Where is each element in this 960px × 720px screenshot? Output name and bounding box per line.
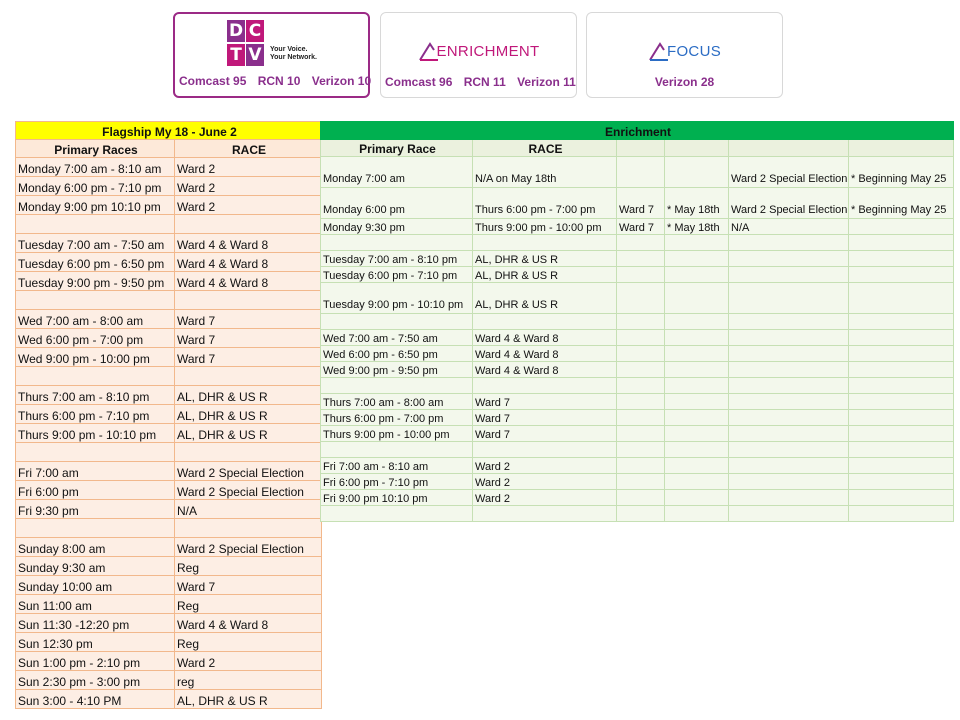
column-header xyxy=(665,140,729,157)
table-cell xyxy=(175,443,322,462)
table-cell: Sun 3:00 - 4:10 PM xyxy=(16,690,175,709)
table-cell xyxy=(729,426,849,442)
table-cell xyxy=(175,291,322,310)
focus-logo xyxy=(587,41,782,63)
table-cell xyxy=(729,506,849,522)
table-cell xyxy=(849,490,954,506)
table-cell: Sunday 10:00 am xyxy=(16,576,175,595)
table-cell: Tuesday 9:00 pm - 9:50 pm xyxy=(16,272,175,291)
table-cell xyxy=(617,362,665,378)
enrichment-logo-card[interactable] xyxy=(380,12,577,98)
table-cell xyxy=(849,442,954,458)
table-row xyxy=(16,462,322,481)
table-cell xyxy=(617,394,665,410)
table-cell xyxy=(665,410,729,426)
table-cell xyxy=(665,346,729,362)
table-cell: Ward 2 xyxy=(175,652,322,671)
table-cell xyxy=(665,378,729,394)
table-cell: Ward 4 & Ward 8 xyxy=(473,362,617,378)
table-cell xyxy=(321,314,473,330)
table-row xyxy=(321,251,954,267)
table-cell: Ward 7 xyxy=(175,329,322,348)
table-row xyxy=(321,314,954,330)
table-cell: Ward 2 Special Election xyxy=(175,481,322,500)
table-cell: Tuesday 6:00 pm - 7:10 pm xyxy=(321,267,473,283)
table-row xyxy=(16,519,322,538)
table-cell xyxy=(729,283,849,314)
table-cell: Monday 6:00 pm xyxy=(321,188,473,219)
table-cell: Ward 2 Special Election xyxy=(175,462,322,481)
table-row xyxy=(16,690,322,709)
table-cell: Ward 7 xyxy=(617,219,665,235)
table-cell: Tuesday 7:00 am - 8:10 pm xyxy=(321,251,473,267)
table-cell: Wed 9:00 pm - 10:00 pm xyxy=(16,348,175,367)
table-cell xyxy=(665,426,729,442)
table-row xyxy=(16,291,322,310)
column-header xyxy=(617,140,665,157)
table-row xyxy=(16,557,322,576)
table-cell xyxy=(665,394,729,410)
enrichment-title: Enrichment xyxy=(321,122,954,140)
dctv-letter: T xyxy=(227,44,245,66)
table-row xyxy=(321,410,954,426)
column-header: Primary Race xyxy=(321,140,473,157)
table-cell: Ward 2 xyxy=(175,158,322,177)
table-cell: Wed 9:00 pm - 9:50 pm xyxy=(321,362,473,378)
table-cell xyxy=(16,215,175,234)
table-row xyxy=(16,424,322,443)
table-row xyxy=(16,215,322,234)
table-cell xyxy=(617,474,665,490)
table-cell xyxy=(16,291,175,310)
table-row xyxy=(321,157,954,188)
table-cell xyxy=(849,394,954,410)
table-cell xyxy=(849,330,954,346)
table-cell xyxy=(729,330,849,346)
table-cell: Monday 9:00 pm 10:10 pm xyxy=(16,196,175,215)
table-cell: Thurs 7:00 am - 8:10 pm xyxy=(16,386,175,405)
table-cell xyxy=(665,157,729,188)
table-cell: Sunday 8:00 am xyxy=(16,538,175,557)
table-cell: Monday 9:30 pm xyxy=(321,219,473,235)
table-cell: Sunday 9:30 am xyxy=(16,557,175,576)
table-row xyxy=(16,272,322,291)
table-cell xyxy=(849,346,954,362)
table-cell xyxy=(175,367,322,386)
table-row xyxy=(16,443,322,462)
table-cell: * May 18th xyxy=(665,219,729,235)
table-cell: N/A xyxy=(729,219,849,235)
table-row xyxy=(321,219,954,235)
table-cell xyxy=(849,235,954,251)
channel-label: Comcast 96 xyxy=(385,75,453,89)
table-cell xyxy=(617,426,665,442)
table-cell xyxy=(321,235,473,251)
table-cell xyxy=(665,283,729,314)
table-cell xyxy=(849,506,954,522)
table-row xyxy=(321,267,954,283)
enrichment-logo xyxy=(381,41,576,63)
table-cell xyxy=(617,506,665,522)
table-row xyxy=(321,188,954,219)
tagline-line: Your Network. xyxy=(270,54,317,61)
table-row xyxy=(321,235,954,251)
table-row xyxy=(321,283,954,314)
table-cell: Ward 2 xyxy=(473,458,617,474)
table-cell: Thurs 7:00 am - 8:00 am xyxy=(321,394,473,410)
table-cell xyxy=(729,458,849,474)
table-cell: AL, DHR & US R xyxy=(175,386,322,405)
table-cell xyxy=(665,458,729,474)
table-cell xyxy=(729,410,849,426)
table-cell: Ward 7 xyxy=(175,310,322,329)
dctv-letter: V xyxy=(246,44,264,66)
table-cell xyxy=(617,410,665,426)
dctv-letter: C xyxy=(246,20,264,42)
table-cell xyxy=(729,362,849,378)
table-cell xyxy=(729,490,849,506)
table-row xyxy=(321,394,954,410)
table-row xyxy=(321,346,954,362)
table-cell: Thurs 6:00 pm - 7:10 pm xyxy=(16,405,175,424)
table-cell: N/A on May 18th xyxy=(473,157,617,188)
table-row xyxy=(16,614,322,633)
focus-logo-card[interactable] xyxy=(586,12,783,98)
table-cell xyxy=(729,474,849,490)
table-row xyxy=(16,367,322,386)
table-cell xyxy=(729,267,849,283)
column-header: RACE xyxy=(473,140,617,157)
table-cell xyxy=(617,267,665,283)
table-row xyxy=(16,329,322,348)
table-row xyxy=(321,442,954,458)
dctv-tagline xyxy=(270,46,317,62)
table-cell xyxy=(617,330,665,346)
table-cell: Fri 6:00 pm - 7:10 pm xyxy=(321,474,473,490)
table-cell: Thurs 9:00 pm - 10:00 pm xyxy=(473,219,617,235)
table-cell: N/A xyxy=(175,500,322,519)
table-cell xyxy=(175,519,322,538)
table-cell: Sun 12:30 pm xyxy=(16,633,175,652)
table-cell xyxy=(473,235,617,251)
table-cell xyxy=(617,490,665,506)
channel-label: RCN 10 xyxy=(257,74,301,88)
table-cell: Wed 6:00 pm - 7:00 pm xyxy=(16,329,175,348)
table-row xyxy=(16,538,322,557)
tagline-line: Your Voice. xyxy=(270,46,308,53)
table-cell xyxy=(665,490,729,506)
table-cell: Ward 7 xyxy=(473,426,617,442)
table-cell: Tuesday 7:00 am - 7:50 am xyxy=(16,234,175,253)
table-cell xyxy=(321,378,473,394)
table-cell xyxy=(473,442,617,458)
table-cell xyxy=(665,330,729,346)
column-header: Primary Races xyxy=(16,140,175,158)
table-row xyxy=(16,633,322,652)
table-cell: Ward 2 xyxy=(473,490,617,506)
table-cell: Fri 9:00 pm 10:10 pm xyxy=(321,490,473,506)
table-cell xyxy=(849,410,954,426)
column-header xyxy=(729,140,849,157)
table-cell: Thurs 9:00 pm - 10:00 pm xyxy=(321,426,473,442)
table-cell xyxy=(617,378,665,394)
table-cell: Ward 4 & Ward 8 xyxy=(175,614,322,633)
table-cell: Ward 4 & Ward 8 xyxy=(175,234,322,253)
table-row xyxy=(321,474,954,490)
table-row xyxy=(16,386,322,405)
table-cell xyxy=(16,519,175,538)
table-cell: Sun 1:00 pm - 2:10 pm xyxy=(16,652,175,671)
table-cell xyxy=(849,458,954,474)
table-cell xyxy=(849,251,954,267)
table-cell: Fri 7:00 am - 8:10 am xyxy=(321,458,473,474)
table-cell xyxy=(729,378,849,394)
table-cell: Thurs 9:00 pm - 10:10 pm xyxy=(16,424,175,443)
flagship-title: Flagship My 18 - June 2 xyxy=(16,122,322,140)
focus-channels xyxy=(587,75,782,89)
enrichment-channels xyxy=(381,75,576,89)
dctv-channels xyxy=(175,74,372,88)
table-cell: Sun 2:30 pm - 3:00 pm xyxy=(16,671,175,690)
channel-label: Verizon 11 xyxy=(517,75,576,89)
table-cell xyxy=(849,426,954,442)
table-row xyxy=(16,481,322,500)
table-cell: Ward 2 Special Election xyxy=(729,157,849,188)
table-cell xyxy=(849,362,954,378)
table-row xyxy=(16,576,322,595)
table-cell: Fri 7:00 am xyxy=(16,462,175,481)
table-cell xyxy=(175,215,322,234)
table-row xyxy=(16,652,322,671)
dctv-letter: D xyxy=(228,21,244,41)
table-cell xyxy=(849,474,954,490)
table-cell: AL, DHR & US R xyxy=(473,267,617,283)
table-cell: Ward 7 xyxy=(473,394,617,410)
table-cell: Ward 7 xyxy=(175,348,322,367)
table-row xyxy=(16,234,322,253)
focus-wordmark: FOCUS xyxy=(667,42,721,60)
table-cell xyxy=(665,314,729,330)
table-cell xyxy=(617,235,665,251)
table-cell xyxy=(473,314,617,330)
table-cell: Reg xyxy=(175,595,322,614)
channel-label: Verizon 10 xyxy=(311,74,372,88)
channel-label: Verizon 28 xyxy=(654,75,715,89)
table-cell xyxy=(617,346,665,362)
table-cell xyxy=(665,474,729,490)
table-cell: Thurs 6:00 pm - 7:00 pm xyxy=(473,188,617,219)
table-cell: * Beginning May 25 xyxy=(849,157,954,188)
column-header xyxy=(849,140,954,157)
table-cell: AL, DHR & US R xyxy=(175,424,322,443)
table-cell xyxy=(473,378,617,394)
table-cell: Wed 6:00 pm - 6:50 pm xyxy=(321,346,473,362)
table-cell: AL, DHR & US R xyxy=(473,283,617,314)
table-cell xyxy=(321,442,473,458)
channel-label: Comcast 95 xyxy=(179,74,247,88)
table-cell: Ward 2 xyxy=(175,177,322,196)
table-cell: Ward 4 & Ward 8 xyxy=(175,253,322,272)
table-cell xyxy=(665,251,729,267)
table-cell: Wed 7:00 am - 7:50 am xyxy=(321,330,473,346)
table-row xyxy=(16,671,322,690)
table-cell xyxy=(617,283,665,314)
table-row xyxy=(16,595,322,614)
table-cell: * Beginning May 25 xyxy=(849,188,954,219)
table-row xyxy=(321,426,954,442)
table-cell: Ward 4 & Ward 8 xyxy=(473,346,617,362)
flagship-schedule-table xyxy=(15,121,322,709)
enrichment-wordmark: ENRICHMENT xyxy=(436,42,540,60)
table-row xyxy=(16,310,322,329)
table-cell xyxy=(16,367,175,386)
table-cell xyxy=(729,251,849,267)
table-cell: Tuesday 9:00 pm - 10:10 pm xyxy=(321,283,473,314)
table-cell xyxy=(849,219,954,235)
table-cell: Ward 4 & Ward 8 xyxy=(175,272,322,291)
table-cell: Ward 7 xyxy=(617,188,665,219)
table-cell xyxy=(849,314,954,330)
dctv-logo-card[interactable] xyxy=(173,12,370,98)
table-cell: Fri 9:30 pm xyxy=(16,500,175,519)
enrichment-schedule-table xyxy=(320,121,954,522)
table-row xyxy=(16,158,322,177)
table-cell xyxy=(729,442,849,458)
table-row xyxy=(321,378,954,394)
table-cell xyxy=(617,251,665,267)
table-cell xyxy=(729,235,849,251)
table-row xyxy=(16,405,322,424)
table-cell xyxy=(617,442,665,458)
table-cell xyxy=(617,314,665,330)
table-cell xyxy=(849,378,954,394)
table-cell xyxy=(665,506,729,522)
table-cell: Ward 4 & Ward 8 xyxy=(473,330,617,346)
table-cell: Wed 7:00 am - 8:00 am xyxy=(16,310,175,329)
table-row xyxy=(321,506,954,522)
table-row xyxy=(16,500,322,519)
table-cell xyxy=(473,506,617,522)
table-cell xyxy=(617,458,665,474)
table-cell: Sun 11:00 am xyxy=(16,595,175,614)
table-cell: Reg xyxy=(175,633,322,652)
table-cell: Thurs 6:00 pm - 7:00 pm xyxy=(321,410,473,426)
table-cell xyxy=(617,157,665,188)
table-cell: AL, DHR & US R xyxy=(175,405,322,424)
table-row xyxy=(16,177,322,196)
table-cell: Reg xyxy=(175,557,322,576)
table-cell xyxy=(729,346,849,362)
table-cell xyxy=(849,283,954,314)
table-row xyxy=(321,330,954,346)
table-cell: Ward 2 Special Election xyxy=(729,188,849,219)
table-cell: Ward 2 xyxy=(473,474,617,490)
table-row xyxy=(321,458,954,474)
table-cell xyxy=(16,443,175,462)
table-row xyxy=(321,362,954,378)
table-cell xyxy=(849,267,954,283)
table-row xyxy=(321,490,954,506)
dctv-logo xyxy=(227,20,265,68)
table-cell xyxy=(729,394,849,410)
table-cell xyxy=(665,442,729,458)
table-cell xyxy=(321,506,473,522)
table-cell: Tuesday 6:00 pm - 6:50 pm xyxy=(16,253,175,272)
table-cell: Ward 2 Special Election xyxy=(175,538,322,557)
table-cell: reg xyxy=(175,671,322,690)
table-cell xyxy=(665,362,729,378)
table-cell: AL, DHR & US R xyxy=(175,690,322,709)
channel-label: RCN 11 xyxy=(463,75,506,89)
table-cell: AL, DHR & US R xyxy=(473,251,617,267)
table-cell: Ward 7 xyxy=(175,576,322,595)
table-row xyxy=(16,348,322,367)
column-header: RACE xyxy=(175,140,322,158)
table-cell: * May 18th xyxy=(665,188,729,219)
table-row xyxy=(16,196,322,215)
table-row xyxy=(16,253,322,272)
table-cell: Monday 7:00 am xyxy=(321,157,473,188)
table-cell: Sun 11:30 -12:20 pm xyxy=(16,614,175,633)
table-cell: Ward 7 xyxy=(473,410,617,426)
table-cell xyxy=(665,235,729,251)
table-cell: Ward 2 xyxy=(175,196,322,215)
table-cell xyxy=(729,314,849,330)
table-cell xyxy=(665,267,729,283)
table-cell: Monday 6:00 pm - 7:10 pm xyxy=(16,177,175,196)
table-cell: Fri 6:00 pm xyxy=(16,481,175,500)
table-cell: Monday 7:00 am - 8:10 am xyxy=(16,158,175,177)
